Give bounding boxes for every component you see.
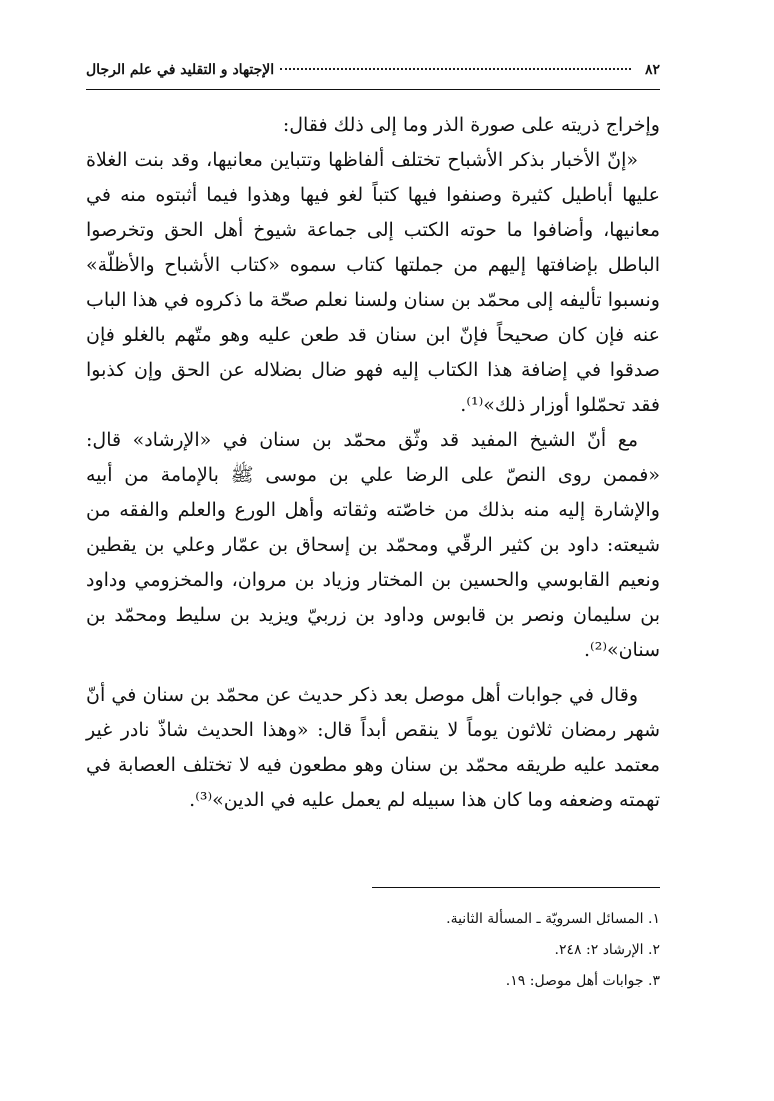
paragraph-irshad: مع أنّ الشيخ المفيد قد وثّق محمّد بن سنان في «الإرشاد» قال: «فممن روى النصّ على الرضا علي بن موسى ﷺ بالإمامة من أبيه والإشارة إليه منه بذلك من خاصّته وثقاته وأهل الورع والعلم والفقه من شيعته: داود بن كثير الرقّي ومحمّد بن إسحاق بن عمّار وعلي بن يقطين ونعيم القابوسي والحسين بن المختار وزياد بن مروان، والمخزومي وداود بن سليمان ونصر بن قابوس وداود بن زربيّ ويزيد بن سليط ومحمّد بن سنان»⁽²⁾. — [86, 429, 660, 661]
paragraph-mosul-answers: وقال في جوابات أهل موصل بعد ذكر حديث عن محمّد بن سنان في أنّ شهر رمضان ثلاثون يوماً لا ينقص أبداً قال: «وهذا الحديث شاذّ نادر غير معتمد عليه طريقه محمّد بن سنان وهو مطعون فيه لا تختلف العصابة في تهمته وضعفه وما كان هذا سبيله لم يعمل عليه في الدين»⁽³⁾. — [86, 684, 660, 811]
page-number: ٨٢ — [644, 62, 660, 78]
footnote-3: ٣. جوابات أهل موصل: ١٩. — [505, 973, 660, 989]
paragraph-quote-ashbah: «إنّ الأخبار بذكر الأشباح تختلف ألفاظها وتتباين معانيها، وقد بنت الغلاة عليها أباطيل كثيرة وصنفوا فيها كتباً لغو فيها وهذوا فيما أثبتوه منه في معانيها، وأضافوا ما حوته الكتب إلى جماعة شيوخ أهل الحق وتخرصوا الباطل بإضافتها إليهم من جملتها كتاب سموه «كتاب الأشباح والأظلّة» ونسبوا تأليفه إلى محمّد بن سنان ولسنا نعلم صحّة ما ذكروه في هذا الباب عنه فإن كان صحيحاً فإنّ ابن سنان قد طعن عليه وهو متّهم بالغلو فإن صدقوا في إضافة هذا الكتاب إليه فهو ضال بضلاله عن الحق وإن كذبوا فقد تحمّلوا أوزار ذلك»⁽¹⁾. — [86, 149, 660, 416]
body-text — [86, 108, 660, 818]
header-divider — [86, 89, 660, 90]
footnotes — [86, 904, 660, 997]
running-head — [86, 62, 660, 86]
running-title: الإجتهاد و التقليد في علم الرجال — [86, 62, 275, 78]
paragraph-intro: وإخراج ذريته على صورة الذر وما إلى ذلك فقال: — [282, 114, 660, 136]
dot-leader — [280, 68, 631, 70]
footnote-1: ١. المسائل السرويّة ـ المسألة الثانية. — [446, 911, 660, 927]
footnote-divider — [372, 887, 660, 888]
footnote-2: ٢. الإرشاد ٢: ٢٤٨. — [554, 942, 660, 958]
